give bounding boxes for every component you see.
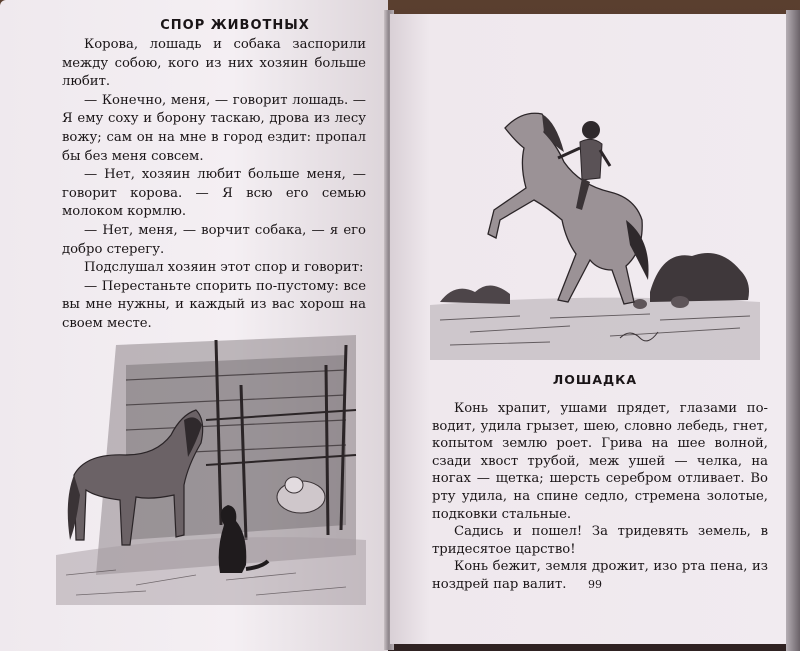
right-page: [390, 14, 786, 644]
left-paragraph: — Конечно, меня, — говорит лошадь. — Я ему соху и борону таскаю, дрова из лесу вожу; сам он на мне в город ездит: пропал бы без меня совсем.: [62, 92, 366, 164]
boy-on-rearing-horse-illustration: [430, 70, 760, 360]
barn-animals-illustration: [56, 325, 366, 605]
right-paragraph: Конь бежит, земля дрожит, изо рта пена, из ноздрей пар валит.: [432, 559, 768, 592]
left-paragraph: Подслушал хозяин этот спор и говорит:: [84, 260, 364, 276]
right-paragraph: Садись и пошел! За тридевять земель, в тридесятое царство!: [432, 524, 768, 557]
right-page-title: ЛОШАДКА: [552, 372, 638, 387]
page-number: 99: [588, 578, 602, 591]
book-right-edge: [786, 10, 800, 651]
left-paragraph: Корова, лошадь и собака заспорили между собою, кого из них хозяин больше любит.: [62, 37, 366, 90]
left-paragraph: — Нет, хозяин любит больше меня, — говорит корова. — Я всю его семью молоком кормлю.: [62, 167, 366, 220]
left-page-text: [62, 36, 366, 334]
left-paragraph: — Перестаньте спорить по-пустому: все вы мне нужны, и каждый из вас хорош на своем месте.: [62, 278, 366, 331]
right-page-text: [432, 400, 768, 594]
left-page: [0, 0, 388, 651]
left-page-title: СПОР ЖИВОТНЫХ: [160, 18, 310, 33]
right-paragraph: Конь храпит, ушами прядет, глазами поводит, удила грызет, шею, словно лебедь, гнет, копытом землю роет. Грива на шее волной, сзади хвост трубой, меж ушей — челка, на ногах — щетка; шерсть серебром отливает. Во рту удила, на спине седло, стремена золотые, подковки стальные.: [432, 401, 768, 522]
left-paragraph: — Нет, меня, — ворчит собака, — я его добро стерегу.: [62, 222, 366, 257]
